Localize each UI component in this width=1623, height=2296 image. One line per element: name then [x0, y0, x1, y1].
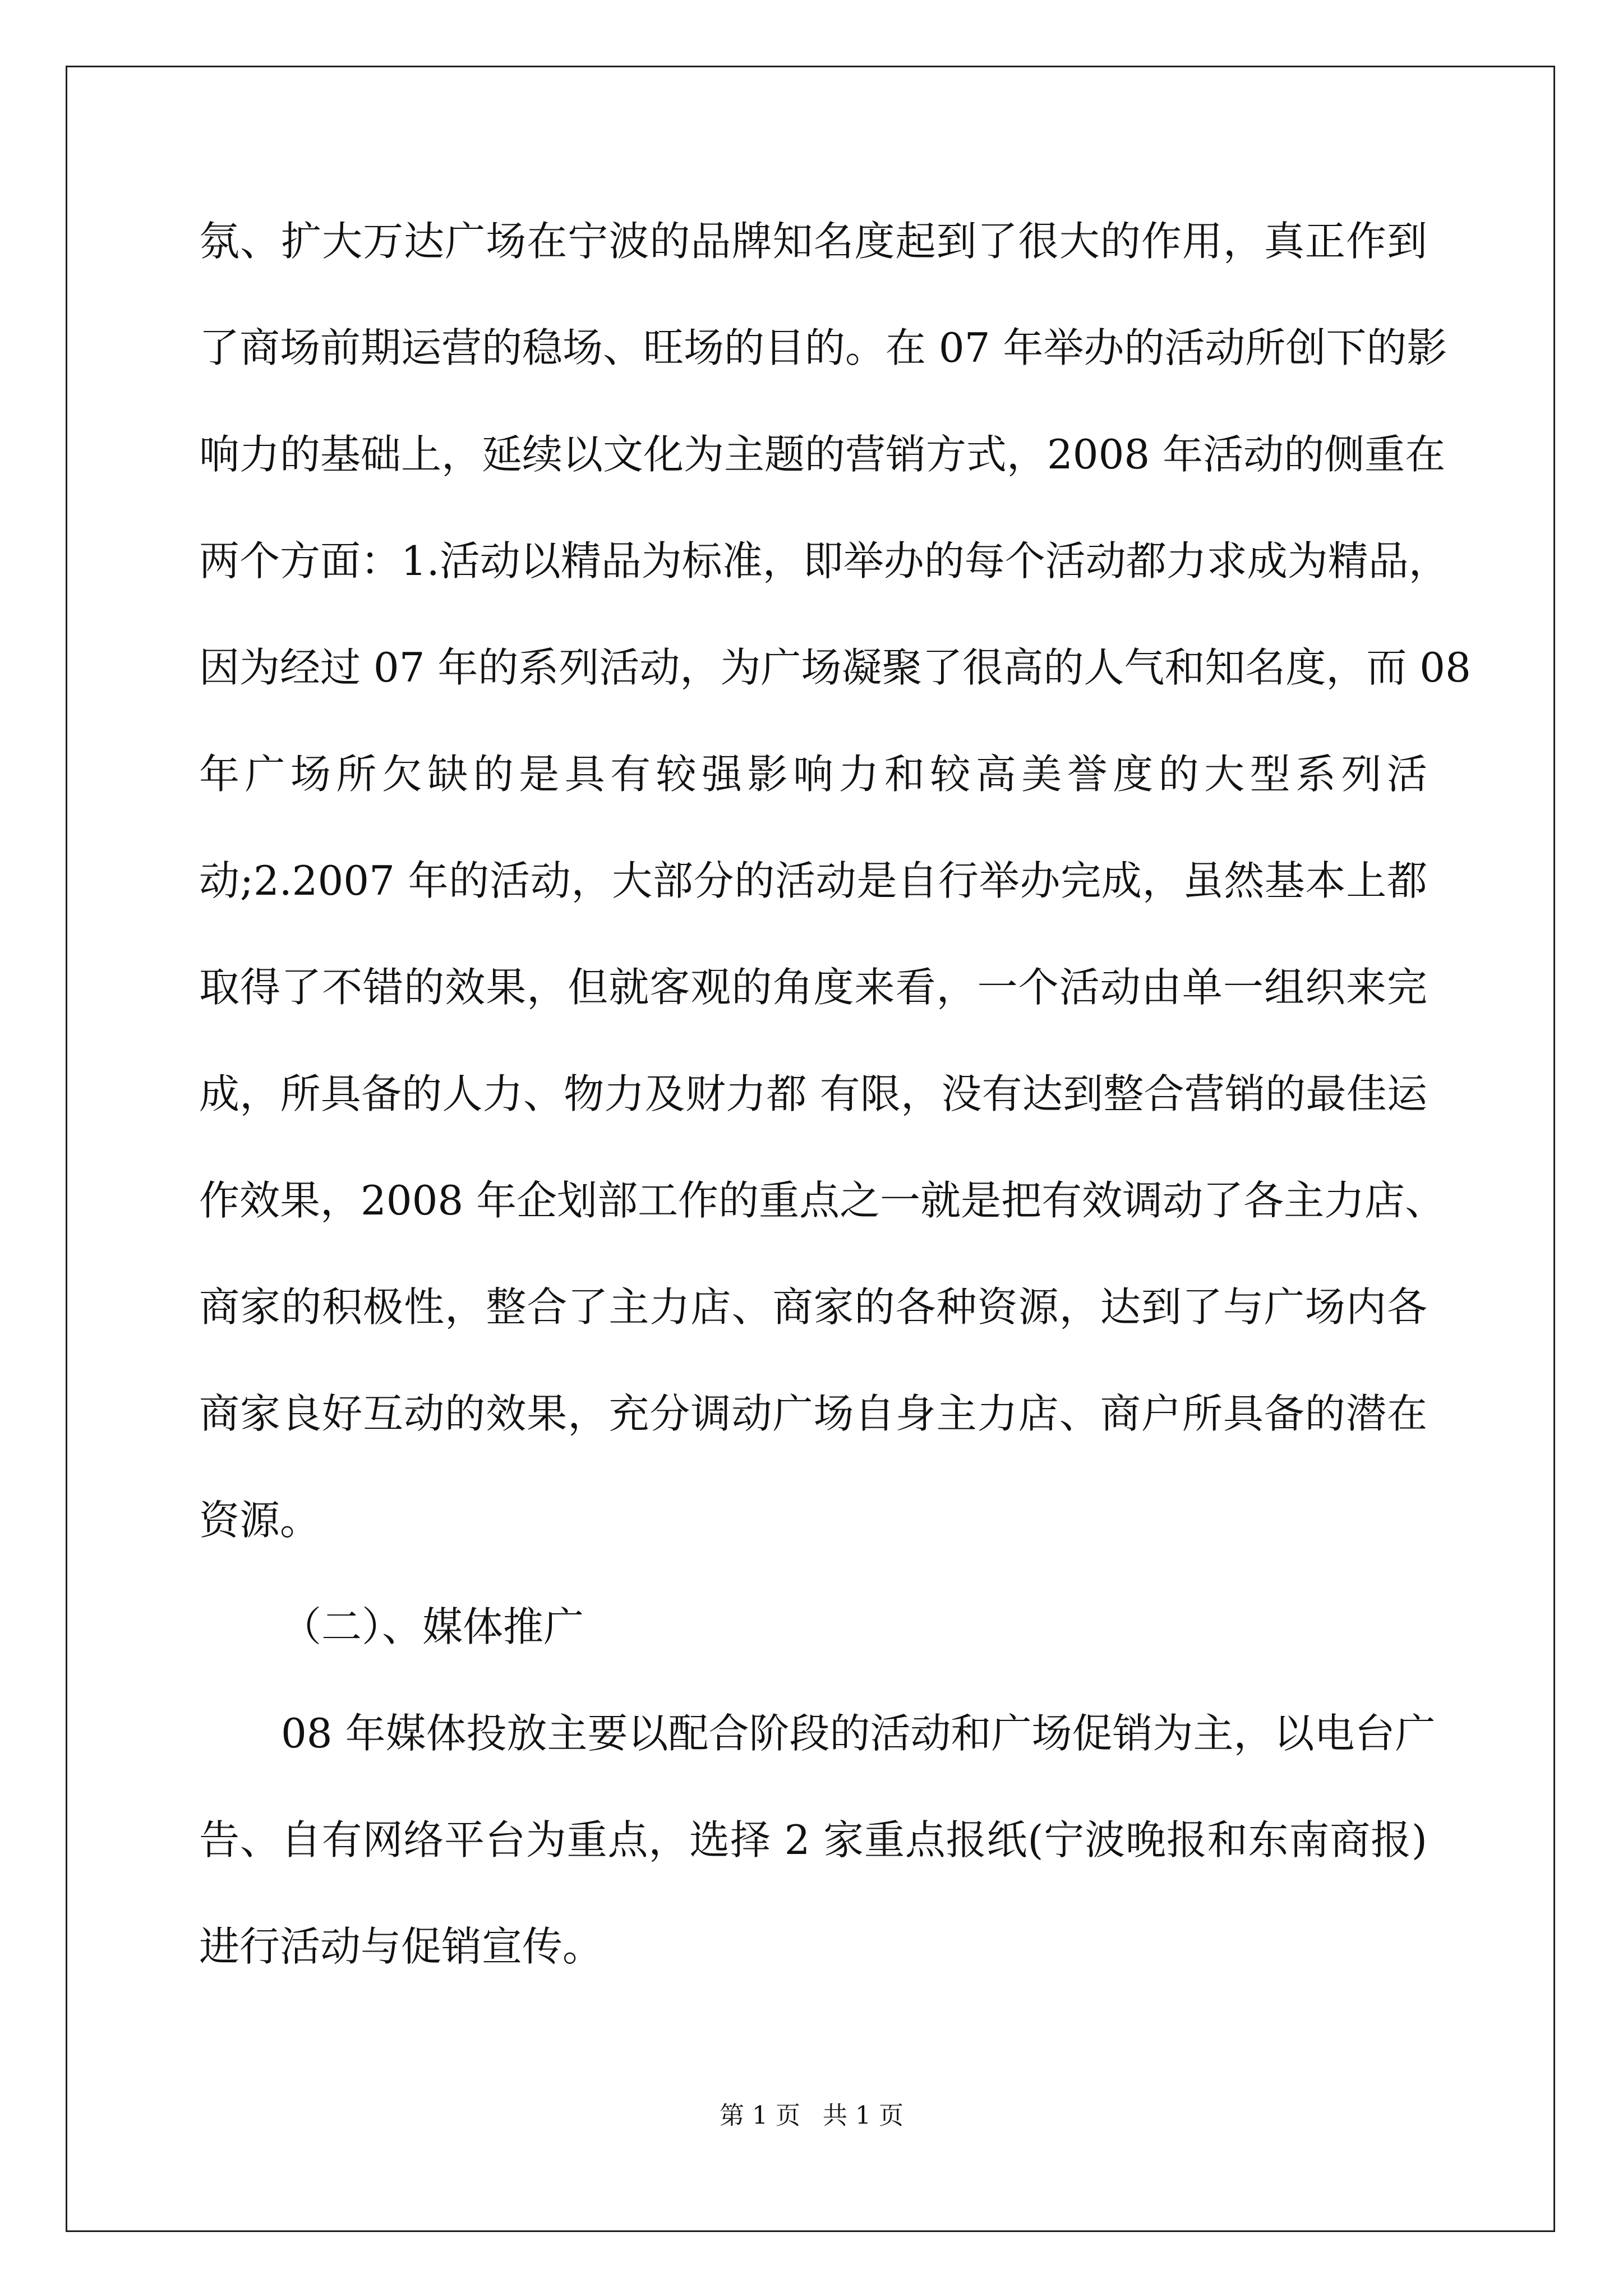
- section-heading: （二）、媒体推广: [281, 1603, 584, 1650]
- paragraph-line-3: 响力的基础上，延续以文化为主题的营销方式，2008 年活动的侧重在: [199, 431, 1446, 478]
- page-number-total: 共 1 页: [823, 2101, 903, 2130]
- paragraph-line-13: 资源。: [199, 1497, 321, 1544]
- paragraph-line-6: 年广场所欠缺的是具有较强影响力和较高美誉度的大型系列活: [199, 751, 1427, 798]
- paragraph-line-1: 氛、扩大万达广场在宁波的品牌知名度起到了很大的作用，真正作到: [199, 218, 1427, 265]
- paragraph-line-8: 取得了不错的效果，但就客观的角度来看，一个活动由单一组织来完: [199, 964, 1427, 1011]
- page-border: [66, 66, 1555, 2232]
- paragraph-line-2: 了商场前期运营的稳场、旺场的目的。在 07 年举办的活动所创下的影: [199, 324, 1447, 371]
- paragraph-line-9: 成，所具备的人力、物力及财力都 有限，没有达到整合营销的最佳运: [199, 1070, 1427, 1117]
- paragraph-line-4: 两个方面：1.活动以精品为标准，即举办的每个活动都力求成为精品，: [199, 537, 1449, 585]
- paragraph-line-10: 作效果，2008 年企划部工作的重点之一就是把有效调动了各主力店、: [199, 1177, 1446, 1224]
- paragraph-line-5: 因为经过 07 年的系列活动，为广场凝聚了很高的人气和知名度，而 08: [199, 644, 1471, 691]
- paragraph-line-16: 告、自有网络平台为重点，选择 2 家重点报纸(宁波晚报和东南商报): [199, 1816, 1427, 1864]
- paragraph-line-17: 进行活动与促销宣传。: [199, 1923, 603, 1970]
- page-footer: [0, 2099, 1623, 2133]
- paragraph-line-11: 商家的积极性，整合了主力店、商家的各种资源，达到了与广场内各: [199, 1283, 1427, 1331]
- paragraph-line-12: 商家良好互动的效果，充分调动广场自身主力店、商户所具备的潜在: [199, 1390, 1427, 1437]
- page-number-current: 第 1 页: [720, 2101, 800, 2130]
- paragraph-line-7: 动;2.2007 年的活动，大部分的活动是自行举办完成，虽然基本上都: [199, 857, 1427, 904]
- paragraph-line-15: 08 年媒体投放主要以配合阶段的活动和广场促销为主，以电台广: [281, 1710, 1436, 1757]
